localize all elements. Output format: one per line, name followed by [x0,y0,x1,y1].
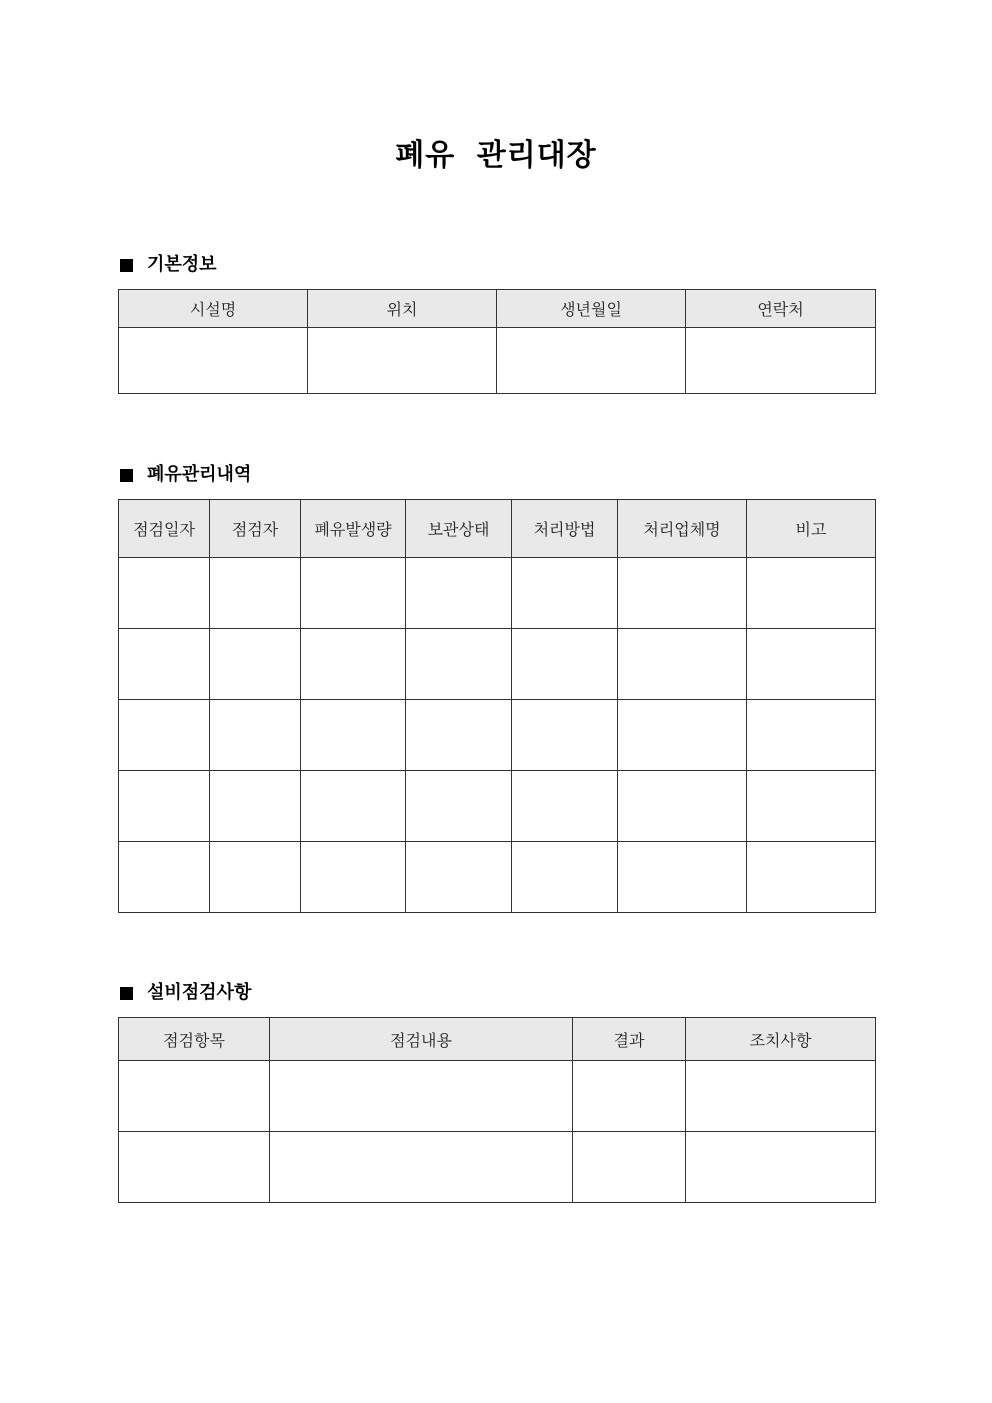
column-header-birth-date: 생년월일 [497,290,686,328]
column-header-facility-name: 시설명 [119,290,308,328]
inspector-cell[interactable] [210,771,301,842]
column-header-action-taken: 조치사항 [686,1018,876,1061]
waste-oil-amount-cell[interactable] [301,842,406,913]
remarks-cell[interactable] [747,700,876,771]
black-square-icon [120,469,133,482]
table-row [119,629,876,700]
location-cell[interactable] [308,328,497,394]
section-heading-equipment-check [120,981,251,1005]
section-heading-label: 기본정보 [147,254,217,275]
disposal-method-cell[interactable] [512,771,618,842]
waste-oil-amount-cell[interactable] [301,700,406,771]
inspection-date-cell[interactable] [119,842,210,913]
table-header-row [119,500,876,558]
basic-info-table [118,289,876,394]
column-header-location: 위치 [308,290,497,328]
inspector-cell[interactable] [210,629,301,700]
disposal-method-cell[interactable] [512,842,618,913]
storage-status-cell[interactable] [406,700,512,771]
table-row [119,1061,876,1132]
waste-oil-amount-cell[interactable] [301,771,406,842]
column-header-contact: 연락처 [686,290,876,328]
check-item-cell[interactable] [119,1061,270,1132]
disposal-company-cell[interactable] [618,700,747,771]
column-header-remarks: 비고 [747,500,876,558]
inspector-cell[interactable] [210,558,301,629]
table-header-row [119,290,876,328]
birth-date-cell[interactable] [497,328,686,394]
section-heading-basic-info [120,253,217,277]
table-row [119,328,876,394]
equipment-check-table [118,1017,876,1203]
inspection-date-cell[interactable] [119,629,210,700]
column-header-inspection-date: 점검일자 [119,500,210,558]
column-header-check-item: 점검항목 [119,1018,270,1061]
column-header-check-details: 점검내용 [270,1018,573,1061]
storage-status-cell[interactable] [406,558,512,629]
section-heading-label: 설비점검사항 [147,982,252,1003]
disposal-company-cell[interactable] [618,842,747,913]
remarks-cell[interactable] [747,842,876,913]
inspection-date-cell[interactable] [119,700,210,771]
check-item-cell[interactable] [119,1132,270,1203]
remarks-cell[interactable] [747,558,876,629]
table-row [119,771,876,842]
table-row [119,842,876,913]
column-header-storage-status: 보관상태 [406,500,512,558]
document-title: 폐유 관리대장 [395,138,597,173]
table-header-row [119,1018,876,1061]
table-row [119,1132,876,1203]
disposal-company-cell[interactable] [618,629,747,700]
column-header-inspector: 점검자 [210,500,301,558]
remarks-cell[interactable] [747,771,876,842]
disposal-company-cell[interactable] [618,771,747,842]
black-square-icon [120,987,133,1000]
facility-name-cell[interactable] [119,328,308,394]
disposal-method-cell[interactable] [512,629,618,700]
waste-oil-history-table [118,499,876,913]
table-row [119,700,876,771]
storage-status-cell[interactable] [406,771,512,842]
section-heading-label: 폐유관리내역 [147,464,252,485]
disposal-method-cell[interactable] [512,558,618,629]
table-row [119,558,876,629]
waste-oil-amount-cell[interactable] [301,558,406,629]
column-header-disposal-company: 처리업체명 [618,500,747,558]
inspector-cell[interactable] [210,842,301,913]
result-cell[interactable] [573,1061,686,1132]
inspection-date-cell[interactable] [119,771,210,842]
column-header-result: 결과 [573,1018,686,1061]
disposal-company-cell[interactable] [618,558,747,629]
inspection-date-cell[interactable] [119,558,210,629]
check-details-cell[interactable] [270,1132,573,1203]
check-details-cell[interactable] [270,1061,573,1132]
action-taken-cell[interactable] [686,1061,876,1132]
waste-oil-amount-cell[interactable] [301,629,406,700]
contact-cell[interactable] [686,328,876,394]
section-heading-waste-oil-history [120,463,251,487]
remarks-cell[interactable] [747,629,876,700]
column-header-disposal-method: 처리방법 [512,500,618,558]
storage-status-cell[interactable] [406,629,512,700]
column-header-waste-oil-amount: 폐유발생량 [301,500,406,558]
storage-status-cell[interactable] [406,842,512,913]
action-taken-cell[interactable] [686,1132,876,1203]
result-cell[interactable] [573,1132,686,1203]
disposal-method-cell[interactable] [512,700,618,771]
inspector-cell[interactable] [210,700,301,771]
black-square-icon [120,259,133,272]
